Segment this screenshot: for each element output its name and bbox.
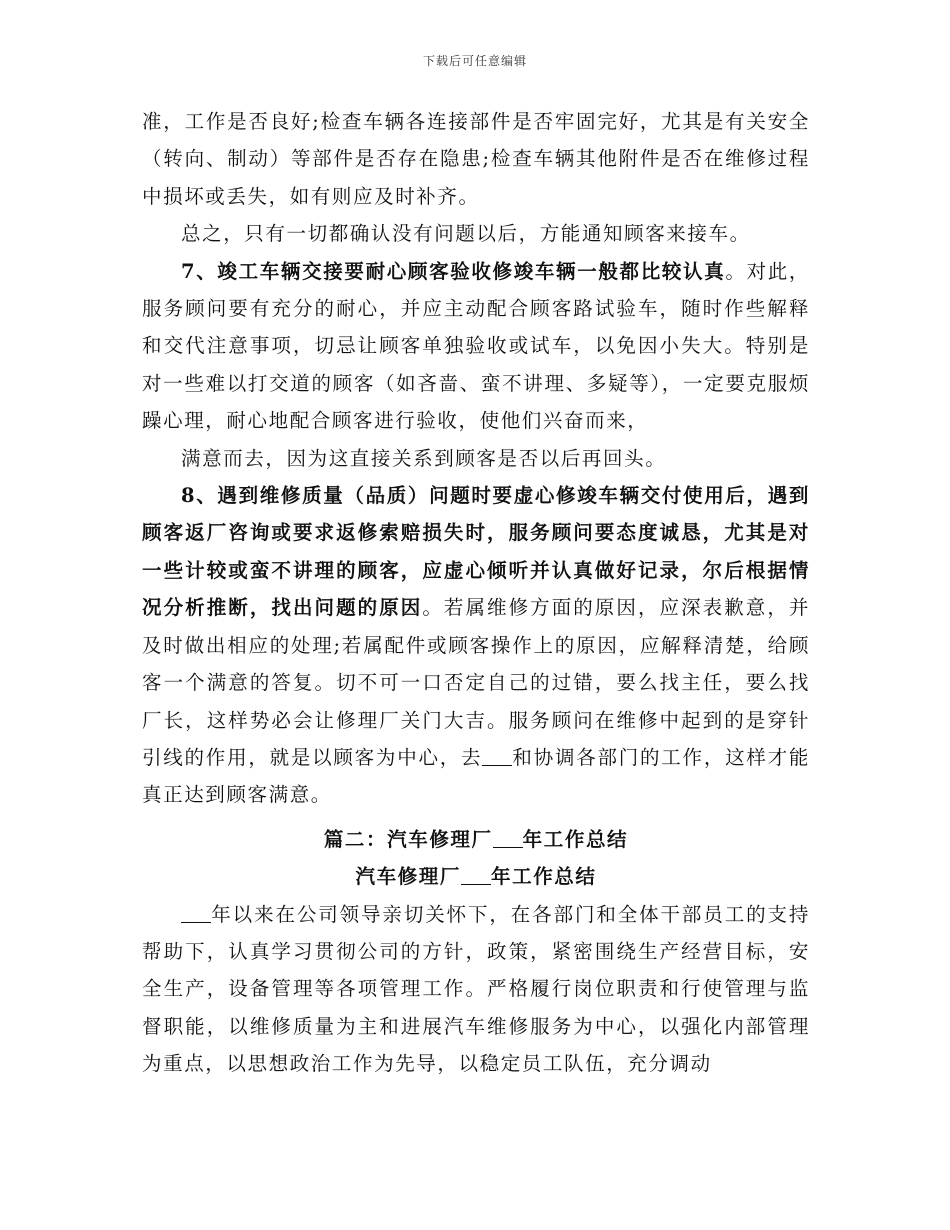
paragraph-section-7 bbox=[142, 253, 810, 440]
paragraph-text: 总之，只有一切都确认没有问题以后，方能通知顾客来接车。 bbox=[181, 222, 751, 246]
heading-text: 汽车修理厂 bbox=[355, 865, 461, 889]
section-8-title: 8、遇到维修质量（品质）问题时要虚心修竣车辆交付使用后，遇到顾客返厂咨询或要求返修索赔损失时，服务顾问要态度诚恳，尤其是对一些计较或蛮不讲理的顾客，应虚心倾听并认真做好记录，尔后根据情况分析推断，找出问题的原因 bbox=[142, 484, 810, 620]
fill-blank bbox=[482, 745, 512, 766]
paragraph-text: 。若属维修方面的原因，应深表歉意，并及时做出相应的处理;若属配件或顾客操作上的原因，应解释清楚，给顾客一个满意的答复。切不可一口否定自己的过错，要么找主任，要么找厂长，这样势必会让修理厂关门大吉。服务顾问在维修中起到的是穿针引线的作用，就是以顾客为中心，去 bbox=[142, 596, 810, 769]
fill-blank bbox=[181, 902, 211, 923]
document-body bbox=[142, 103, 810, 1083]
paragraph-text: 。对此，服务顾问要有充分的耐心，并应主动配合顾客路试验车，随时作些解释和交代注意事项，切忌让顾客单独验收或试车，以免因小失大。特别是对一些难以打交道的顾客（如吝啬、蛮不讲理、多疑等），一定要克服烦躁心理，耐心地配合顾客进行验收，使他们兴奋而来， bbox=[142, 259, 811, 433]
paragraph-section-7-end bbox=[142, 440, 810, 477]
paragraph-inspection-continued bbox=[142, 103, 810, 215]
document-title bbox=[142, 858, 810, 895]
paragraph-summary bbox=[142, 215, 810, 252]
heading-text: 年工作总结 bbox=[522, 827, 629, 851]
section-7-title: 7、竣工车辆交接要耐心顾客验收修竣车辆一般都比较认真 bbox=[181, 259, 726, 283]
paragraph-text: 和协调各部门的工作，这样才能真正达到顾客满意。 bbox=[142, 745, 810, 807]
paragraph-text: 准，工作是否良好;检查车辆各连接部件是否牢固完好，尤其是有关安全（转向、制动）等部件是否存在隐患;检查车辆其他附件是否在维修过程中损坏或丢失，如有则应及时补齐。 bbox=[142, 110, 810, 208]
fill-blank bbox=[493, 827, 523, 848]
paragraph-text: 满意而去，因为这直接关系到顾客是否以后再回头。 bbox=[181, 446, 667, 470]
page-header: 下载后可任意编辑 bbox=[422, 54, 527, 68]
paragraph-annual-summary bbox=[142, 896, 810, 1083]
paragraph-text: 年以来在公司领导亲切关怀下，在各部门和全体干部员工的支持帮助下，认真学习贯彻公司的方针，政策，紧密围绕生产经营目标，安全生产，设备管理等各项管理工作。严格履行岗位职责和行使管理与监督职能，以维修质量为主和进展汽车维修服务为中心，以强化内部管理为重点，以思想政治工作为先导，以稳定员工队伍，充分调动 bbox=[142, 902, 810, 1076]
paragraph-section-8 bbox=[142, 477, 810, 814]
chapter-heading bbox=[142, 821, 810, 858]
heading-text: 年工作总结 bbox=[491, 865, 597, 889]
heading-text: 篇二：汽车修理厂 bbox=[323, 827, 493, 851]
fill-blank bbox=[461, 865, 491, 886]
